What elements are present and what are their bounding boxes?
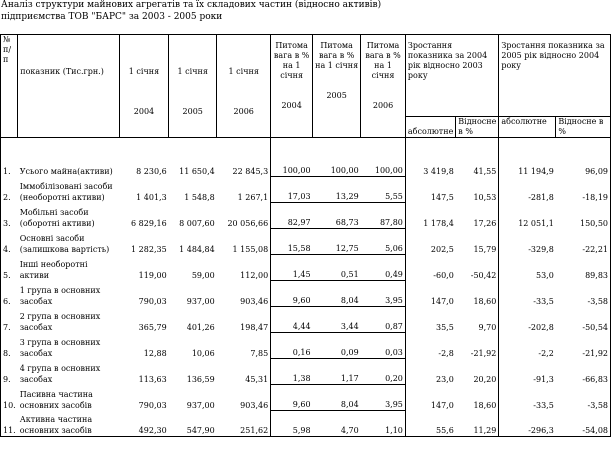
value-2006: 20 056,66 <box>217 203 271 229</box>
share-2004: 17,03 <box>271 177 313 203</box>
abs-growth-2005: -33,5 <box>533 400 554 410</box>
row-label: 1 група в основних засобах <box>19 285 101 306</box>
header-jan1-2004: 1 січня 2004 <box>119 35 168 138</box>
abs-growth-2004: 202,5 <box>430 244 454 254</box>
table-row <box>1 255 611 281</box>
rel-growth-2004: 17,26 <box>456 203 499 229</box>
share-2004: 82,97 <box>271 203 313 229</box>
abs-growth-2004: 23,0 <box>435 374 454 384</box>
value-2006: 1 155,08 <box>217 229 271 255</box>
row-number: 1. <box>1 138 18 177</box>
abs-growth-2005: -2,2 <box>538 348 554 358</box>
abs-growth-2004: 1 178,4 <box>423 218 454 228</box>
rel-growth-2004: 18,60 <box>456 385 499 411</box>
value-2004: 119,00 <box>138 270 167 280</box>
abs-growth-2004: -60,0 <box>433 270 454 280</box>
value-2004: 113,63 <box>138 374 167 384</box>
value-2004: 6 829,16 <box>131 218 167 228</box>
rel-growth-2005: 89,83 <box>556 255 611 281</box>
table-row <box>1 229 611 255</box>
abs-growth-2005: -329,8 <box>528 244 554 254</box>
header-growth-2004: Зростання показника за 2004 рік відносно 2003 року <box>405 35 498 117</box>
row-number: 8. <box>1 333 18 359</box>
row-label: 4 група в основних засобах <box>19 363 101 384</box>
abs-growth-2005: -33,5 <box>533 296 554 306</box>
header-jan1-2006: 1 січня 2006 <box>217 35 271 138</box>
rel-growth-2004: 9,70 <box>456 307 499 333</box>
row-label: Основні засоби (залишкова вартість) <box>19 233 110 254</box>
value-2004: 790,03 <box>138 400 167 410</box>
rel-growth-2004: 10,53 <box>456 177 499 203</box>
share-2004: 1,45 <box>271 255 313 281</box>
row-number: 2. <box>1 177 18 203</box>
header-no: № п/ п <box>1 35 18 138</box>
value-2005: 401,26 <box>186 322 215 332</box>
share-2006: 3,95 <box>361 385 406 411</box>
header-absolute-2004: абсолютне <box>405 117 455 138</box>
share-2006: 87,80 <box>361 203 406 229</box>
share-2006: 0,03 <box>361 333 406 359</box>
row-number: 9. <box>1 359 18 385</box>
abs-growth-2005: -91,3 <box>533 374 554 384</box>
abs-growth-2005: -296,3 <box>499 411 556 437</box>
share-2005: 3,44 <box>313 307 361 333</box>
value-2005: 8 007,60 <box>179 218 215 228</box>
rel-growth-2005: -3,58 <box>556 281 611 307</box>
rel-growth-2005: -22,21 <box>556 229 611 255</box>
abs-growth-2004: 147,5 <box>430 192 454 202</box>
row-number: 7. <box>1 307 18 333</box>
share-2006: 100,00 <box>361 138 406 177</box>
value-2005: 136,59 <box>186 374 215 384</box>
rel-growth-2004: 15,79 <box>456 229 499 255</box>
value-2004: 1 401,3 <box>136 192 167 202</box>
header-absolute-2005: абсолютне <box>499 117 556 138</box>
value-2005: 11 650,4 <box>179 166 215 176</box>
value-2005: 1 548,8 <box>184 192 215 202</box>
header-jan1-2005: 1 січня 2005 <box>169 35 217 138</box>
value-2005: 1 484,84 <box>179 244 215 254</box>
share-2005: 13,29 <box>313 177 361 203</box>
share-2006: 3,95 <box>361 281 406 307</box>
value-2004: 492,30 <box>119 411 168 437</box>
row-number: 5. <box>1 255 18 281</box>
share-2006: 0,20 <box>361 359 406 385</box>
rel-growth-2005: -3,58 <box>556 385 611 411</box>
value-2004: 8 230,6 <box>136 166 167 176</box>
table-row <box>1 138 611 177</box>
share-2006: 5,06 <box>361 229 406 255</box>
value-2006: 903,46 <box>217 385 271 411</box>
header-relative-2005: Відносне в % <box>556 117 611 138</box>
row-label: 3 група в основних засобах <box>19 337 101 358</box>
row-label: Пасивна частина основних засобів <box>19 389 93 410</box>
abs-growth-2005: 12 051,1 <box>518 218 554 228</box>
share-2005: 100,00 <box>313 138 361 177</box>
row-label: Активна частина основних засобів <box>18 411 120 437</box>
value-2004: 12,88 <box>143 348 167 358</box>
share-2005: 12,75 <box>313 229 361 255</box>
table-row <box>1 203 611 229</box>
share-2004: 0,16 <box>271 333 313 359</box>
table-row <box>1 281 611 307</box>
abs-growth-2005: 11 194,9 <box>518 166 554 176</box>
table-row <box>1 333 611 359</box>
share-2004: 9,60 <box>271 385 313 411</box>
row-number: 4. <box>1 229 18 255</box>
value-2006: 112,00 <box>217 255 271 281</box>
abs-growth-2004: -2,8 <box>438 348 454 358</box>
value-2005: 937,00 <box>186 400 215 410</box>
share-2005: 8,04 <box>313 281 361 307</box>
value-2006: 1 267,1 <box>217 177 271 203</box>
share-2004: 9,60 <box>271 281 313 307</box>
rel-growth-2005: -66,83 <box>556 359 611 385</box>
table-row <box>1 307 611 333</box>
share-2004: 1,38 <box>271 359 313 385</box>
value-2006: 198,47 <box>217 307 271 333</box>
share-2004: 4,44 <box>271 307 313 333</box>
rel-growth-2004: 41,55 <box>456 138 499 177</box>
abs-growth-2004: 3 419,8 <box>423 166 454 176</box>
rel-growth-2005: -50,54 <box>556 307 611 333</box>
abs-growth-2004: 147,0 <box>430 296 454 306</box>
table-row <box>1 411 611 437</box>
row-label: Мобільні засоби (оборотні активи) <box>19 207 95 228</box>
row-label: 2 група в основних засобах <box>19 311 101 332</box>
share-2005: 1,17 <box>313 359 361 385</box>
table-row <box>1 177 611 203</box>
table-row <box>1 359 611 385</box>
share-2005: 4,70 <box>313 411 361 437</box>
value-2006: 7,85 <box>217 333 271 359</box>
row-number: 11. <box>1 411 18 437</box>
header-indicator: показник (Тис.грн.) <box>18 35 120 138</box>
header-share-2006: Питома вага в % на 1 січня 2006 <box>361 35 406 138</box>
value-2005: 59,00 <box>191 270 215 280</box>
row-label: Іммобілізовані засоби (необоротні активи) <box>19 181 113 202</box>
value-2006: 45,31 <box>217 359 271 385</box>
asset-structure-table <box>0 34 611 437</box>
rel-growth-2005: 96,09 <box>556 138 611 177</box>
share-2006: 1,10 <box>361 411 406 437</box>
share-2005: 0,09 <box>313 333 361 359</box>
table-row <box>1 385 611 411</box>
share-2005: 68,73 <box>313 203 361 229</box>
header-growth-2005: Зростання показника за 2005 рік відносно 2004 року <box>499 35 611 117</box>
rel-growth-2005: 150,50 <box>556 203 611 229</box>
rel-growth-2004: 18,60 <box>456 281 499 307</box>
value-2004: 1 282,35 <box>131 244 167 254</box>
row-label: Інші необоротні активи <box>19 259 88 280</box>
abs-growth-2005: -202,8 <box>528 322 554 332</box>
share-2006: 0,49 <box>361 255 406 281</box>
abs-growth-2004: 147,0 <box>430 400 454 410</box>
share-2004: 100,00 <box>271 138 313 177</box>
value-2006: 903,46 <box>217 281 271 307</box>
row-number: 10. <box>1 385 18 411</box>
row-number: 3. <box>1 203 18 229</box>
abs-growth-2004: 55,6 <box>405 411 455 437</box>
header-relative-2004: Відносне в % <box>456 117 499 138</box>
share-2005: 0,51 <box>313 255 361 281</box>
value-2004: 365,79 <box>138 322 167 332</box>
row-number: 6. <box>1 281 18 307</box>
value-2006: 22 845,3 <box>217 138 271 177</box>
rel-growth-2004: 11,29 <box>456 411 499 437</box>
table-subtitle: підприємства ТОВ "БАРС" за 2003 - 2005 роки <box>1 12 223 22</box>
value-2005: 937,00 <box>186 296 215 306</box>
value-2006: 251,62 <box>217 411 271 437</box>
abs-growth-2005: 53,0 <box>536 270 554 280</box>
rel-growth-2004: -50,42 <box>456 255 499 281</box>
share-2004: 15,58 <box>271 229 313 255</box>
value-2005: 10,06 <box>191 348 215 358</box>
rel-growth-2005: -21,92 <box>556 333 611 359</box>
table-title: Аналіз структури майнових агрегатів та їх складових частин (відносно активів) <box>1 0 382 10</box>
header-share-2005: Питома вага в % на 1 січня 2005 <box>313 35 361 138</box>
share-2006: 0,87 <box>361 307 406 333</box>
abs-growth-2005: -281,8 <box>528 192 554 202</box>
row-label: Усього майна(активи) <box>19 166 113 176</box>
abs-growth-2004: 35,5 <box>435 322 454 332</box>
value-2005: 547,90 <box>169 411 217 437</box>
share-2005: 8,04 <box>313 385 361 411</box>
value-2004: 790,03 <box>138 296 167 306</box>
rel-growth-2004: 20,20 <box>456 359 499 385</box>
rel-growth-2005: -54,08 <box>556 411 611 437</box>
share-2006: 5,55 <box>361 177 406 203</box>
header-share-2004: Питома вага в % на 1 січня 2004 <box>271 35 313 138</box>
rel-growth-2004: -21,92 <box>456 333 499 359</box>
rel-growth-2005: -18,19 <box>556 177 611 203</box>
share-2004: 5,98 <box>271 411 313 437</box>
